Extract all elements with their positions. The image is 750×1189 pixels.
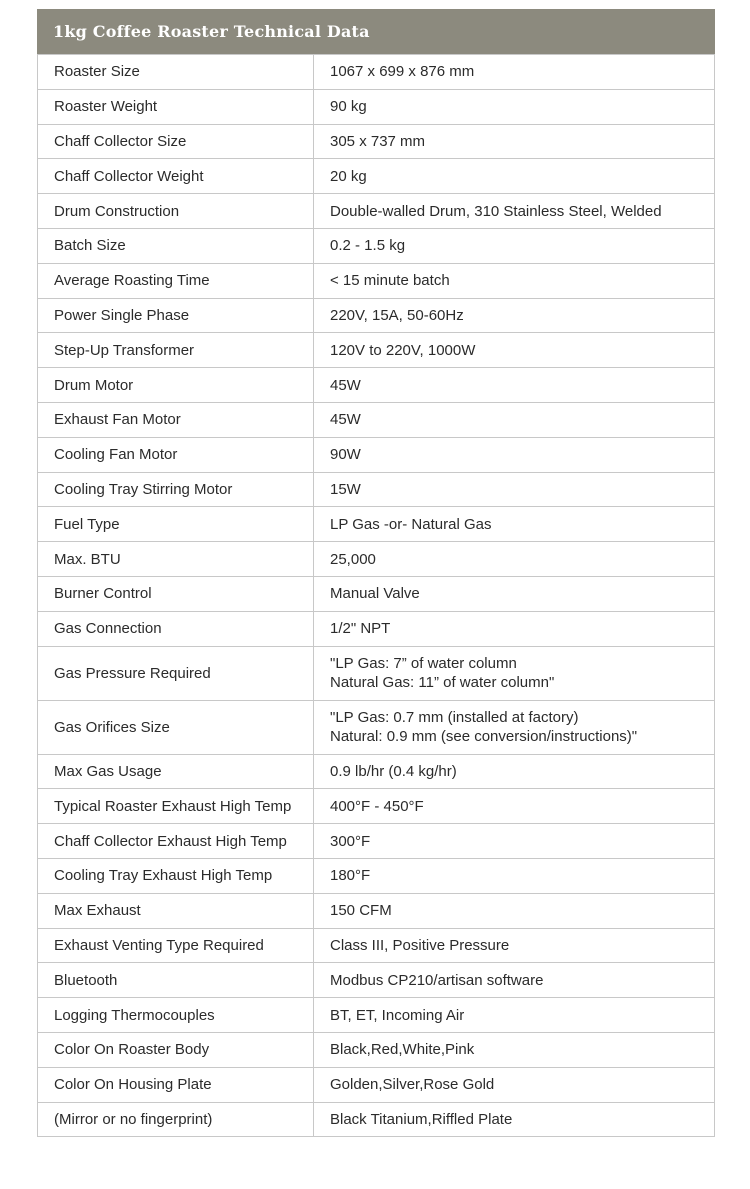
spec-label: Power Single Phase [38, 298, 314, 333]
spec-label: Batch Size [38, 228, 314, 263]
spec-label: Roaster Size [38, 55, 314, 90]
spec-value: 15W [314, 472, 715, 507]
spec-label: Step-Up Transformer [38, 333, 314, 368]
spec-value: 150 CFM [314, 893, 715, 928]
table-row [38, 89, 715, 124]
spec-label: Fuel Type [38, 507, 314, 542]
spec-value: 180°F [314, 858, 715, 893]
spec-value: 45W [314, 368, 715, 403]
spec-value: 1/2" NPT [314, 611, 715, 646]
spec-table-body [38, 55, 715, 1137]
spec-value: 20 kg [314, 159, 715, 194]
spec-value: Manual Valve [314, 576, 715, 611]
spec-value: 305 x 737 mm [314, 124, 715, 159]
spec-value: "LP Gas: 0.7 mm (installed at factory) Natural: 0.9 mm (see conversion/instructions)" [314, 700, 715, 754]
table-row [38, 824, 715, 859]
spec-value: Black Titanium,Riffled Plate [314, 1102, 715, 1137]
table-row [38, 124, 715, 159]
spec-label: Max Exhaust [38, 893, 314, 928]
spec-label: Drum Motor [38, 368, 314, 403]
spec-label: Exhaust Fan Motor [38, 402, 314, 437]
spec-value: "LP Gas: 7” of water column Natural Gas: 11” of water column" [314, 646, 715, 700]
spec-label: Typical Roaster Exhaust High Temp [38, 789, 314, 824]
table-row [38, 611, 715, 646]
spec-value: 90 kg [314, 89, 715, 124]
table-row [38, 507, 715, 542]
table-row [38, 893, 715, 928]
table-row [38, 858, 715, 893]
spec-label: Cooling Fan Motor [38, 437, 314, 472]
spec-value: < 15 minute batch [314, 263, 715, 298]
spec-label: Max. BTU [38, 542, 314, 577]
table-row [38, 542, 715, 577]
spec-label: Roaster Weight [38, 89, 314, 124]
spec-value: 300°F [314, 824, 715, 859]
table-row [38, 194, 715, 229]
spec-label: Cooling Tray Exhaust High Temp [38, 858, 314, 893]
spec-label: Gas Orifices Size [38, 700, 314, 754]
table-row [38, 928, 715, 963]
spec-label: Max Gas Usage [38, 754, 314, 789]
table-row [38, 1032, 715, 1067]
table-row [38, 402, 715, 437]
table-row [38, 1067, 715, 1102]
table-row [38, 998, 715, 1033]
spec-value: Class III, Positive Pressure [314, 928, 715, 963]
spec-label: Chaff Collector Size [38, 124, 314, 159]
spec-value: Modbus CP210/artisan software [314, 963, 715, 998]
spec-label: Cooling Tray Stirring Motor [38, 472, 314, 507]
spec-value: Double-walled Drum, 310 Stainless Steel, Welded [314, 194, 715, 229]
spec-label: (Mirror or no fingerprint) [38, 1102, 314, 1137]
spec-label: Burner Control [38, 576, 314, 611]
table-row [38, 789, 715, 824]
spec-label: Gas Connection [38, 611, 314, 646]
table-row [38, 754, 715, 789]
spec-value: BT, ET, Incoming Air [314, 998, 715, 1033]
spec-label: Logging Thermocouples [38, 998, 314, 1033]
table-row [38, 1102, 715, 1137]
spec-value: 1067 x 699 x 876 mm [314, 55, 715, 90]
spec-label: Exhaust Venting Type Required [38, 928, 314, 963]
table-row [38, 298, 715, 333]
spec-value: LP Gas -or- Natural Gas [314, 507, 715, 542]
spec-label: Color On Housing Plate [38, 1067, 314, 1102]
table-row [38, 576, 715, 611]
table-row [38, 963, 715, 998]
spec-value: Black,Red,White,Pink [314, 1032, 715, 1067]
page-title: 1kg Coffee Roaster Technical Data [53, 22, 370, 41]
table-row [38, 263, 715, 298]
table-row [38, 159, 715, 194]
table-row [38, 472, 715, 507]
spec-value: 45W [314, 402, 715, 437]
spec-label: Chaff Collector Weight [38, 159, 314, 194]
spec-sheet [37, 9, 715, 1137]
table-row [38, 700, 715, 754]
spec-label: Chaff Collector Exhaust High Temp [38, 824, 314, 859]
spec-value: 400°F - 450°F [314, 789, 715, 824]
spec-value: 0.9 lb/hr (0.4 kg/hr) [314, 754, 715, 789]
spec-label: Drum Construction [38, 194, 314, 229]
spec-value: Golden,Silver,Rose Gold [314, 1067, 715, 1102]
spec-value: 25,000 [314, 542, 715, 577]
spec-value: 0.2 - 1.5 kg [314, 228, 715, 263]
table-row [38, 437, 715, 472]
spec-value: 220V, 15A, 50-60Hz [314, 298, 715, 333]
spec-label: Bluetooth [38, 963, 314, 998]
table-row [38, 646, 715, 700]
spec-label: Average Roasting Time [38, 263, 314, 298]
title-bar [37, 9, 715, 54]
spec-value: 90W [314, 437, 715, 472]
spec-label: Gas Pressure Required [38, 646, 314, 700]
table-row [38, 333, 715, 368]
spec-value: 120V to 220V, 1000W [314, 333, 715, 368]
table-row [38, 55, 715, 90]
table-row [38, 228, 715, 263]
spec-label: Color On Roaster Body [38, 1032, 314, 1067]
table-row [38, 368, 715, 403]
spec-table [37, 54, 715, 1137]
